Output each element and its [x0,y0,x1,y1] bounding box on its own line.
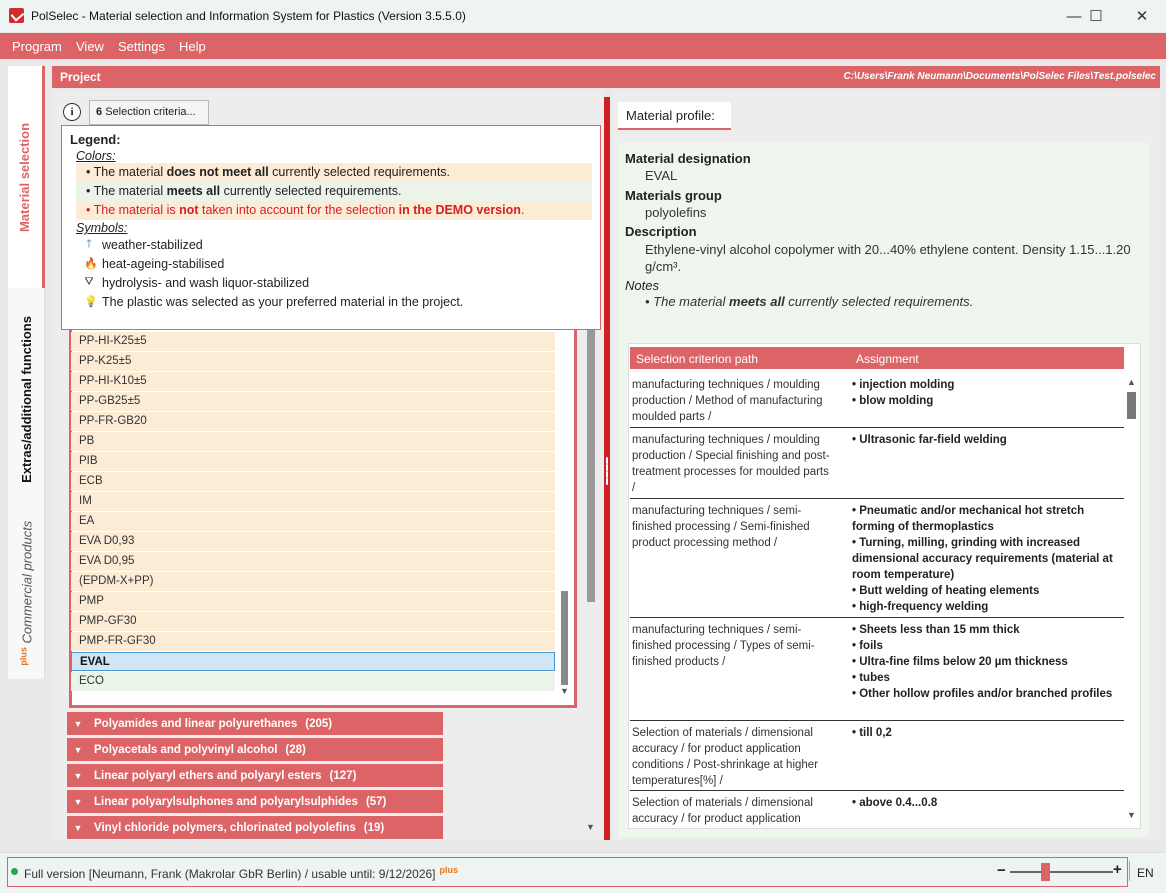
criteria-path: Selection of materials / dimensional accuracy / for product application conditions / Post-shrinkage at higher temperatures[%] / [632,727,819,787]
column-header-assignment: Assignment [856,352,919,366]
material-list-item[interactable]: PB [71,432,555,451]
zoom-slider-thumb[interactable] [1041,863,1050,881]
criteria-value: • till 0,2 [852,727,892,739]
legend-color-text: currently selected requirements. [220,184,402,198]
chevron-down-icon[interactable]: ▼ [73,718,83,729]
legend-color-text: not [179,203,199,217]
criteria-value: • Turning, milling, grinding with increased dimensional accuracy requirements (material at room temperature) [852,537,1113,581]
license-status-text [24,865,458,881]
legend-symbol-text: hydrolysis- and wash liquor-stabilized [102,275,310,290]
legend-title: Legend: [70,132,121,147]
material-list-item[interactable]: PMP-FR-GF30 [71,632,555,651]
material-group-header[interactable] [67,816,443,839]
group-count: (205) [305,717,333,730]
note-text-1: • The material [645,294,730,309]
chevron-down-icon[interactable]: ▼ [73,796,83,807]
splitter-grip-icon[interactable] [606,457,608,485]
menu-bar [0,33,1166,59]
legend-color-text: • The material is [86,203,180,217]
minimize-button[interactable]: — [1066,7,1082,25]
material-list-item[interactable]: EVAL [71,652,555,671]
material-list-item[interactable]: PP-GB25±5 [71,392,555,411]
material-list-item[interactable]: ECB [71,472,555,491]
tab-material-selection-label: Material selection [17,122,33,232]
description-value: Ethylene-vinyl alcohol copolymer with 20...40% ethylene content. Density 1.15...1.20 g/cm³. [645,242,1131,274]
group-count: (28) [285,743,306,756]
note-text-bold: meets all [729,294,785,309]
materials-group-label: Materials group [625,188,722,203]
tab-material-profile[interactable]: Material profile: [618,102,731,130]
criteria-assignment [852,622,1122,702]
group-name: Vinyl chloride polymers, chlorinated polyolefins [94,821,356,834]
criteria-path: manufacturing techniques / moulding production / Method of manufacturing moulded parts / [632,379,823,423]
language-selector[interactable]: EN [1137,866,1154,880]
designation-label: Material designation [625,151,751,166]
selection-label: Selection criteria... [105,106,196,118]
criteria-table-header [630,347,1124,369]
project-path: C:\Users\Frank Neumann\Documents\PolSelec Files\Test.polselec [843,71,1156,82]
legend-color-text: • The material [86,165,167,179]
chevron-down-icon[interactable]: ▼ [73,822,83,833]
plus-badge-status: plus [439,865,459,875]
legend-color-text: currently selected requirements. [268,165,451,179]
criteria-value: • tubes [852,672,890,684]
legend-symbol-row [84,273,592,292]
group-name: Polyacetals and polyvinyl alcohol [94,743,278,756]
criteria-path: Selection of materials / dimensional accuracy / for product application [632,797,813,825]
criteria-value: • Ultrasonic far-field welding [852,434,1007,446]
legend-color-text: meets all [166,184,221,198]
criteria-scroll-thumb[interactable] [1127,392,1136,419]
selection-count: 6 [96,106,103,118]
material-list-item[interactable]: PP-K25±5 [71,352,555,371]
criteria-value: • Ultra-fine films below 20 µm thickness [852,656,1068,668]
status-divider [1129,861,1130,881]
legend-color-row [76,182,592,201]
criteria-value: • blow molding [852,395,934,407]
criteria-assignment [852,795,1122,811]
legend-popup [61,125,601,330]
menu-program[interactable]: Program [12,39,62,54]
menu-view[interactable]: View [76,39,104,54]
criteria-value: • Other hollow profiles and/or branched profiles [852,688,1113,700]
legend-symbols-title: Symbols: [76,221,128,235]
criteria-scroll-down-icon[interactable]: ▼ [1127,810,1136,820]
flame-icon: 🔥 [84,258,98,270]
chevron-down-icon[interactable]: ▼ [73,770,83,781]
project-bar [52,66,1160,88]
tab-commercial-products[interactable] [8,510,45,680]
legend-color-row [76,163,592,182]
legend-symbol-text: heat-ageing-stabilised [102,256,225,271]
criteria-value: • foils [852,640,883,652]
legend-symbol-row [84,254,592,273]
plus-badge: plus [18,646,29,666]
legend-color-text: does not meet all [166,165,269,179]
legend-colors-title: Colors: [76,149,116,163]
zoom-out-icon[interactable]: − [997,862,1006,879]
material-list-item[interactable]: EA [71,512,555,531]
group-name: Linear polyaryl ethers and polyaryl esters [94,769,322,782]
menu-help[interactable]: Help [179,39,206,54]
tab-commercial-label: Commercial products [19,520,35,644]
material-list-item[interactable]: PP-FR-GB20 [71,412,555,431]
legend-symbol-row [84,235,592,254]
material-list-item[interactable]: PMP-GF30 [71,612,555,631]
tab-extras-label: Extras/additional functions [19,315,35,483]
material-list-item[interactable]: PP-HI-K10±5 [71,372,555,391]
criteria-row [630,428,1124,499]
close-button[interactable]: ✕ [1135,8,1149,25]
criteria-row [630,791,1124,831]
notes-label: Notes [625,278,659,293]
tap-icon: ⛛ [84,276,94,288]
zoom-in-icon[interactable]: + [1113,861,1122,878]
license-text: Full version [Neumann, Frank (Makrolar GbR Berlin) / usable until: 9/12/2026] [24,867,436,881]
material-group-header[interactable] [67,764,443,787]
group-count: (57) [365,795,387,808]
material-list-item[interactable]: EVA D0,93 [71,532,555,551]
material-list-item[interactable]: EVA D0,95 [71,552,555,571]
criteria-row [630,721,1124,791]
zoom-slider[interactable] [1010,871,1113,873]
material-group-header[interactable] [67,790,443,813]
legend-color-text: taken into account for the selection [198,203,399,217]
material-list-item[interactable]: (EPDM-X+PP) [71,572,555,591]
app-logo-icon [9,8,24,23]
criteria-value: • injection molding [852,379,955,391]
material-group-header[interactable] [67,738,443,761]
lightbulb-icon: 💡 [84,296,98,308]
maximize-button[interactable]: ☐ [1089,8,1103,25]
group-name: Linear polyarylsulphones and polyarylsulphides [94,795,358,808]
criteria-row [630,618,1124,721]
legend-color-text: in the DEMO version [398,203,521,217]
group-count: (127) [329,769,357,782]
legend-color-text: • The material [86,184,167,198]
menu-settings[interactable]: Settings [118,39,165,54]
selection-criteria-button[interactable] [89,100,209,125]
license-status-icon [11,868,18,875]
material-list-item[interactable]: ECO [71,672,555,691]
group-name: Polyamides and linear polyurethanes [94,717,298,730]
materials-group-value: polyolefins [645,205,707,220]
material-group-header[interactable] [67,712,443,735]
criteria-path: manufacturing techniques / moulding production / Special finishing and post-treatment processes for moulded parts / [632,434,830,494]
legend-color-text: . [520,203,525,217]
criteria-assignment [852,503,1122,615]
criteria-value: • Pneumatic and/or mechanical hot stretch forming of thermoplastics [852,505,1085,533]
column-header-path: Selection criterion path [636,352,759,366]
left-scroll-down-icon[interactable]: ▼ [586,822,595,832]
criteria-path: manufacturing techniques / semi-finished processing / Types of semi-finished products / [632,624,815,668]
weather-icon: 🡑 [86,238,92,250]
designation-value: EVAL [645,168,678,183]
note-text-2: currently selected requirements. [784,294,974,309]
tab-extras[interactable] [8,288,45,510]
criteria-assignment [852,432,1122,448]
legend-symbol-text: The plastic was selected as your preferred material in the project. [102,294,464,309]
legend-symbol-row [84,292,592,311]
criteria-assignment [852,377,1122,409]
criteria-row [630,499,1124,618]
left-scroll-thumb[interactable] [587,306,595,602]
criteria-scroll-up-icon[interactable]: ▲ [1127,377,1136,387]
list-scroll-thumb[interactable] [561,591,568,685]
legend-symbol-text: weather-stabilized [102,237,203,252]
legend-color-row [76,201,592,220]
info-icon[interactable]: i [63,103,81,121]
notes-value [645,294,973,309]
description-label: Description [625,224,697,239]
criteria-value: • Butt welding of heating elements [852,585,1040,597]
material-list-item[interactable]: PMP [71,592,555,611]
criteria-path: manufacturing techniques / semi-finished processing / Semi-finished product processing method / [632,505,810,549]
group-count: (19) [363,821,385,834]
material-list-item[interactable]: PIB [71,452,555,471]
chevron-down-icon[interactable]: ▼ [73,744,83,755]
criteria-value: • Sheets less than 15 mm thick [852,624,1020,636]
project-label: Project [60,70,101,84]
window-title: PolSelec - Material selection and Information System for Plastics (Version 3.5.5.0) [31,9,466,23]
criteria-row [630,373,1124,428]
criteria-value: • high-frequency welding [852,601,989,613]
material-list-item[interactable]: PP-HI-K25±5 [71,332,555,351]
tab-material-selection[interactable] [8,66,45,288]
criteria-value: • above 0.4...0.8 [852,797,938,809]
criteria-assignment [852,725,1122,741]
side-tab-strip [8,66,45,679]
material-list-item[interactable]: IM [71,492,555,511]
list-scroll-down-icon[interactable]: ▼ [560,686,569,696]
